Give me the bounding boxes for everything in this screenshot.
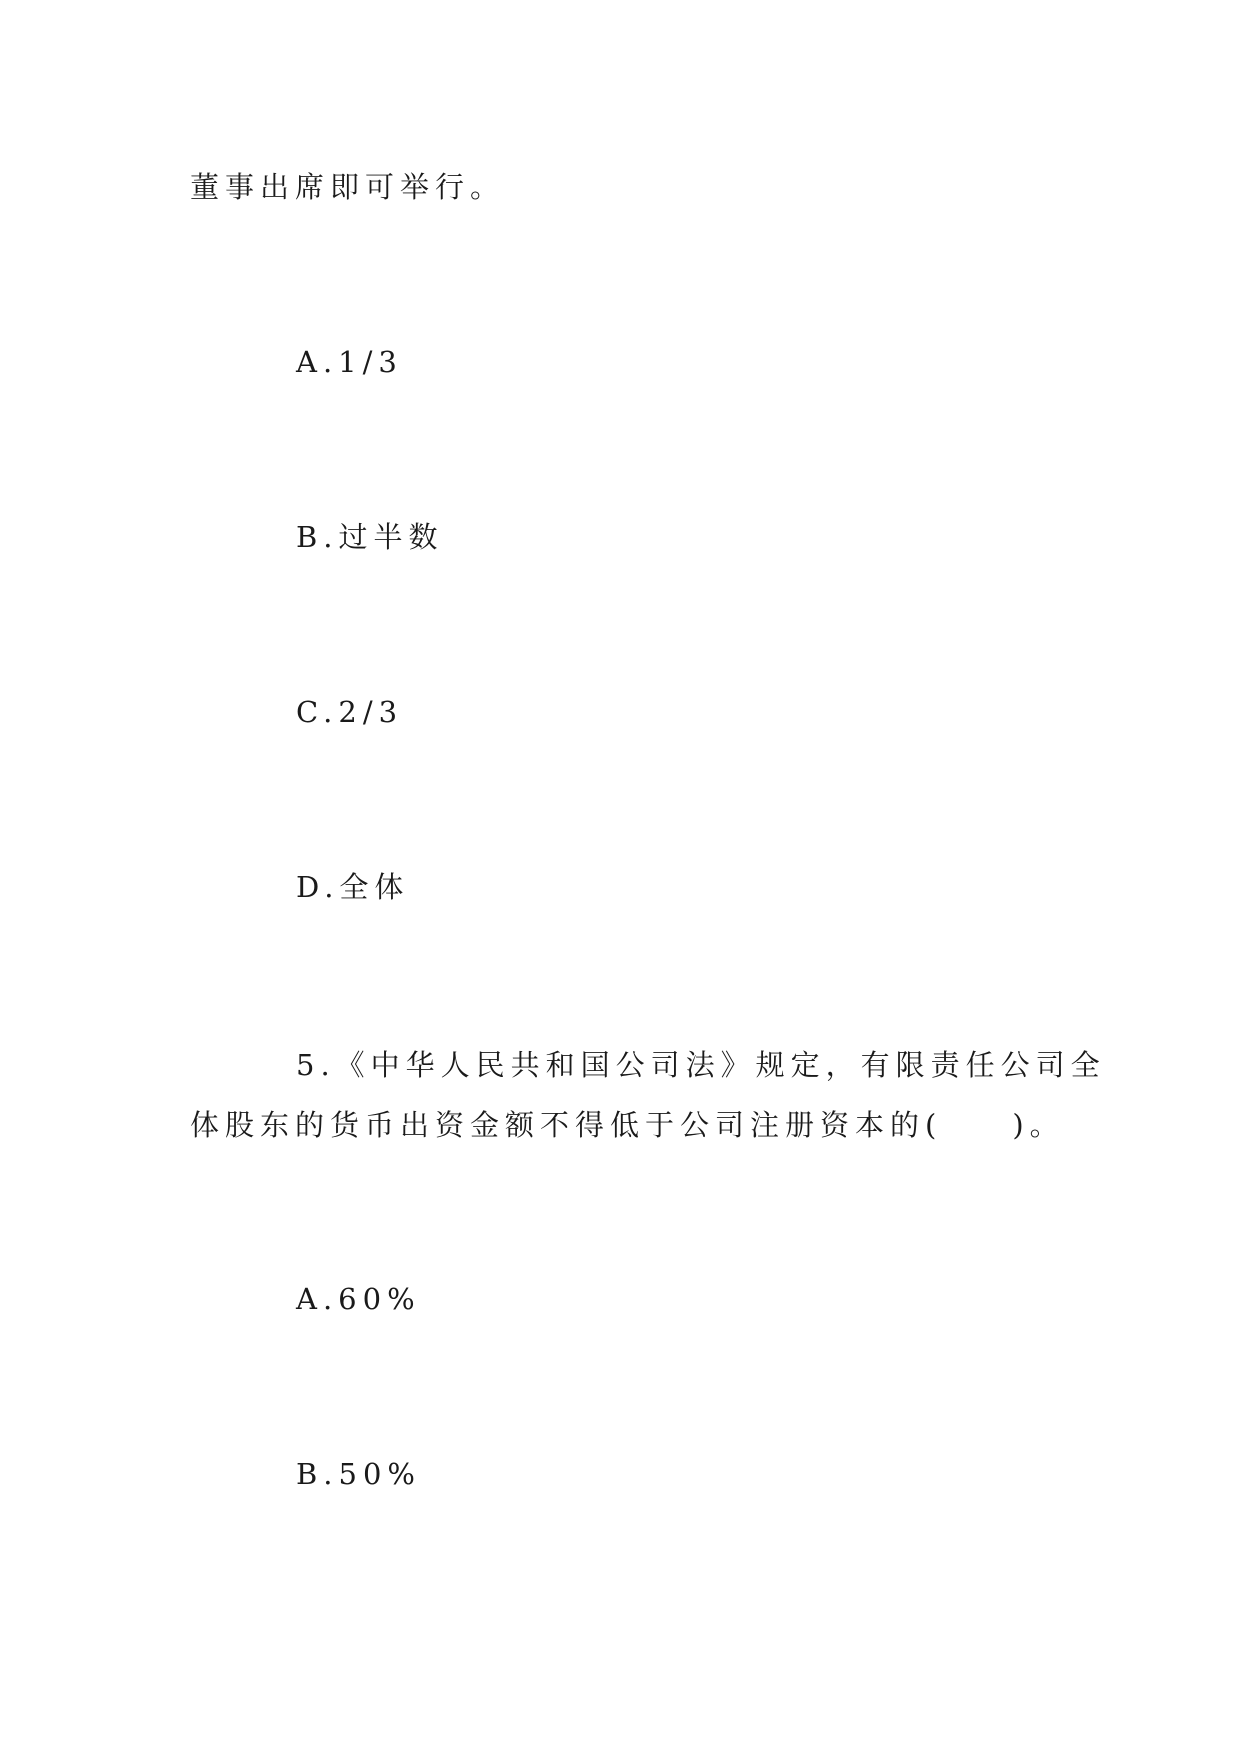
option-b: B.过半数 (296, 520, 444, 554)
option-a: A.60% (296, 1282, 421, 1316)
paragraph-continuation-line: 董事出席即可举行。 (190, 170, 506, 204)
option-b: B.50% (296, 1457, 421, 1491)
option-a: A.1/3 (296, 345, 403, 379)
question-5-line-2: 体股东的货币出资金额不得低于公司注册资本的( )。 (190, 1108, 1065, 1142)
option-c: C.2/3 (296, 695, 404, 729)
question-5-line-1: 5.《中华人民共和国公司法》规定，有限责任公司全 (296, 1048, 1106, 1082)
option-d: D.全体 (296, 870, 410, 904)
